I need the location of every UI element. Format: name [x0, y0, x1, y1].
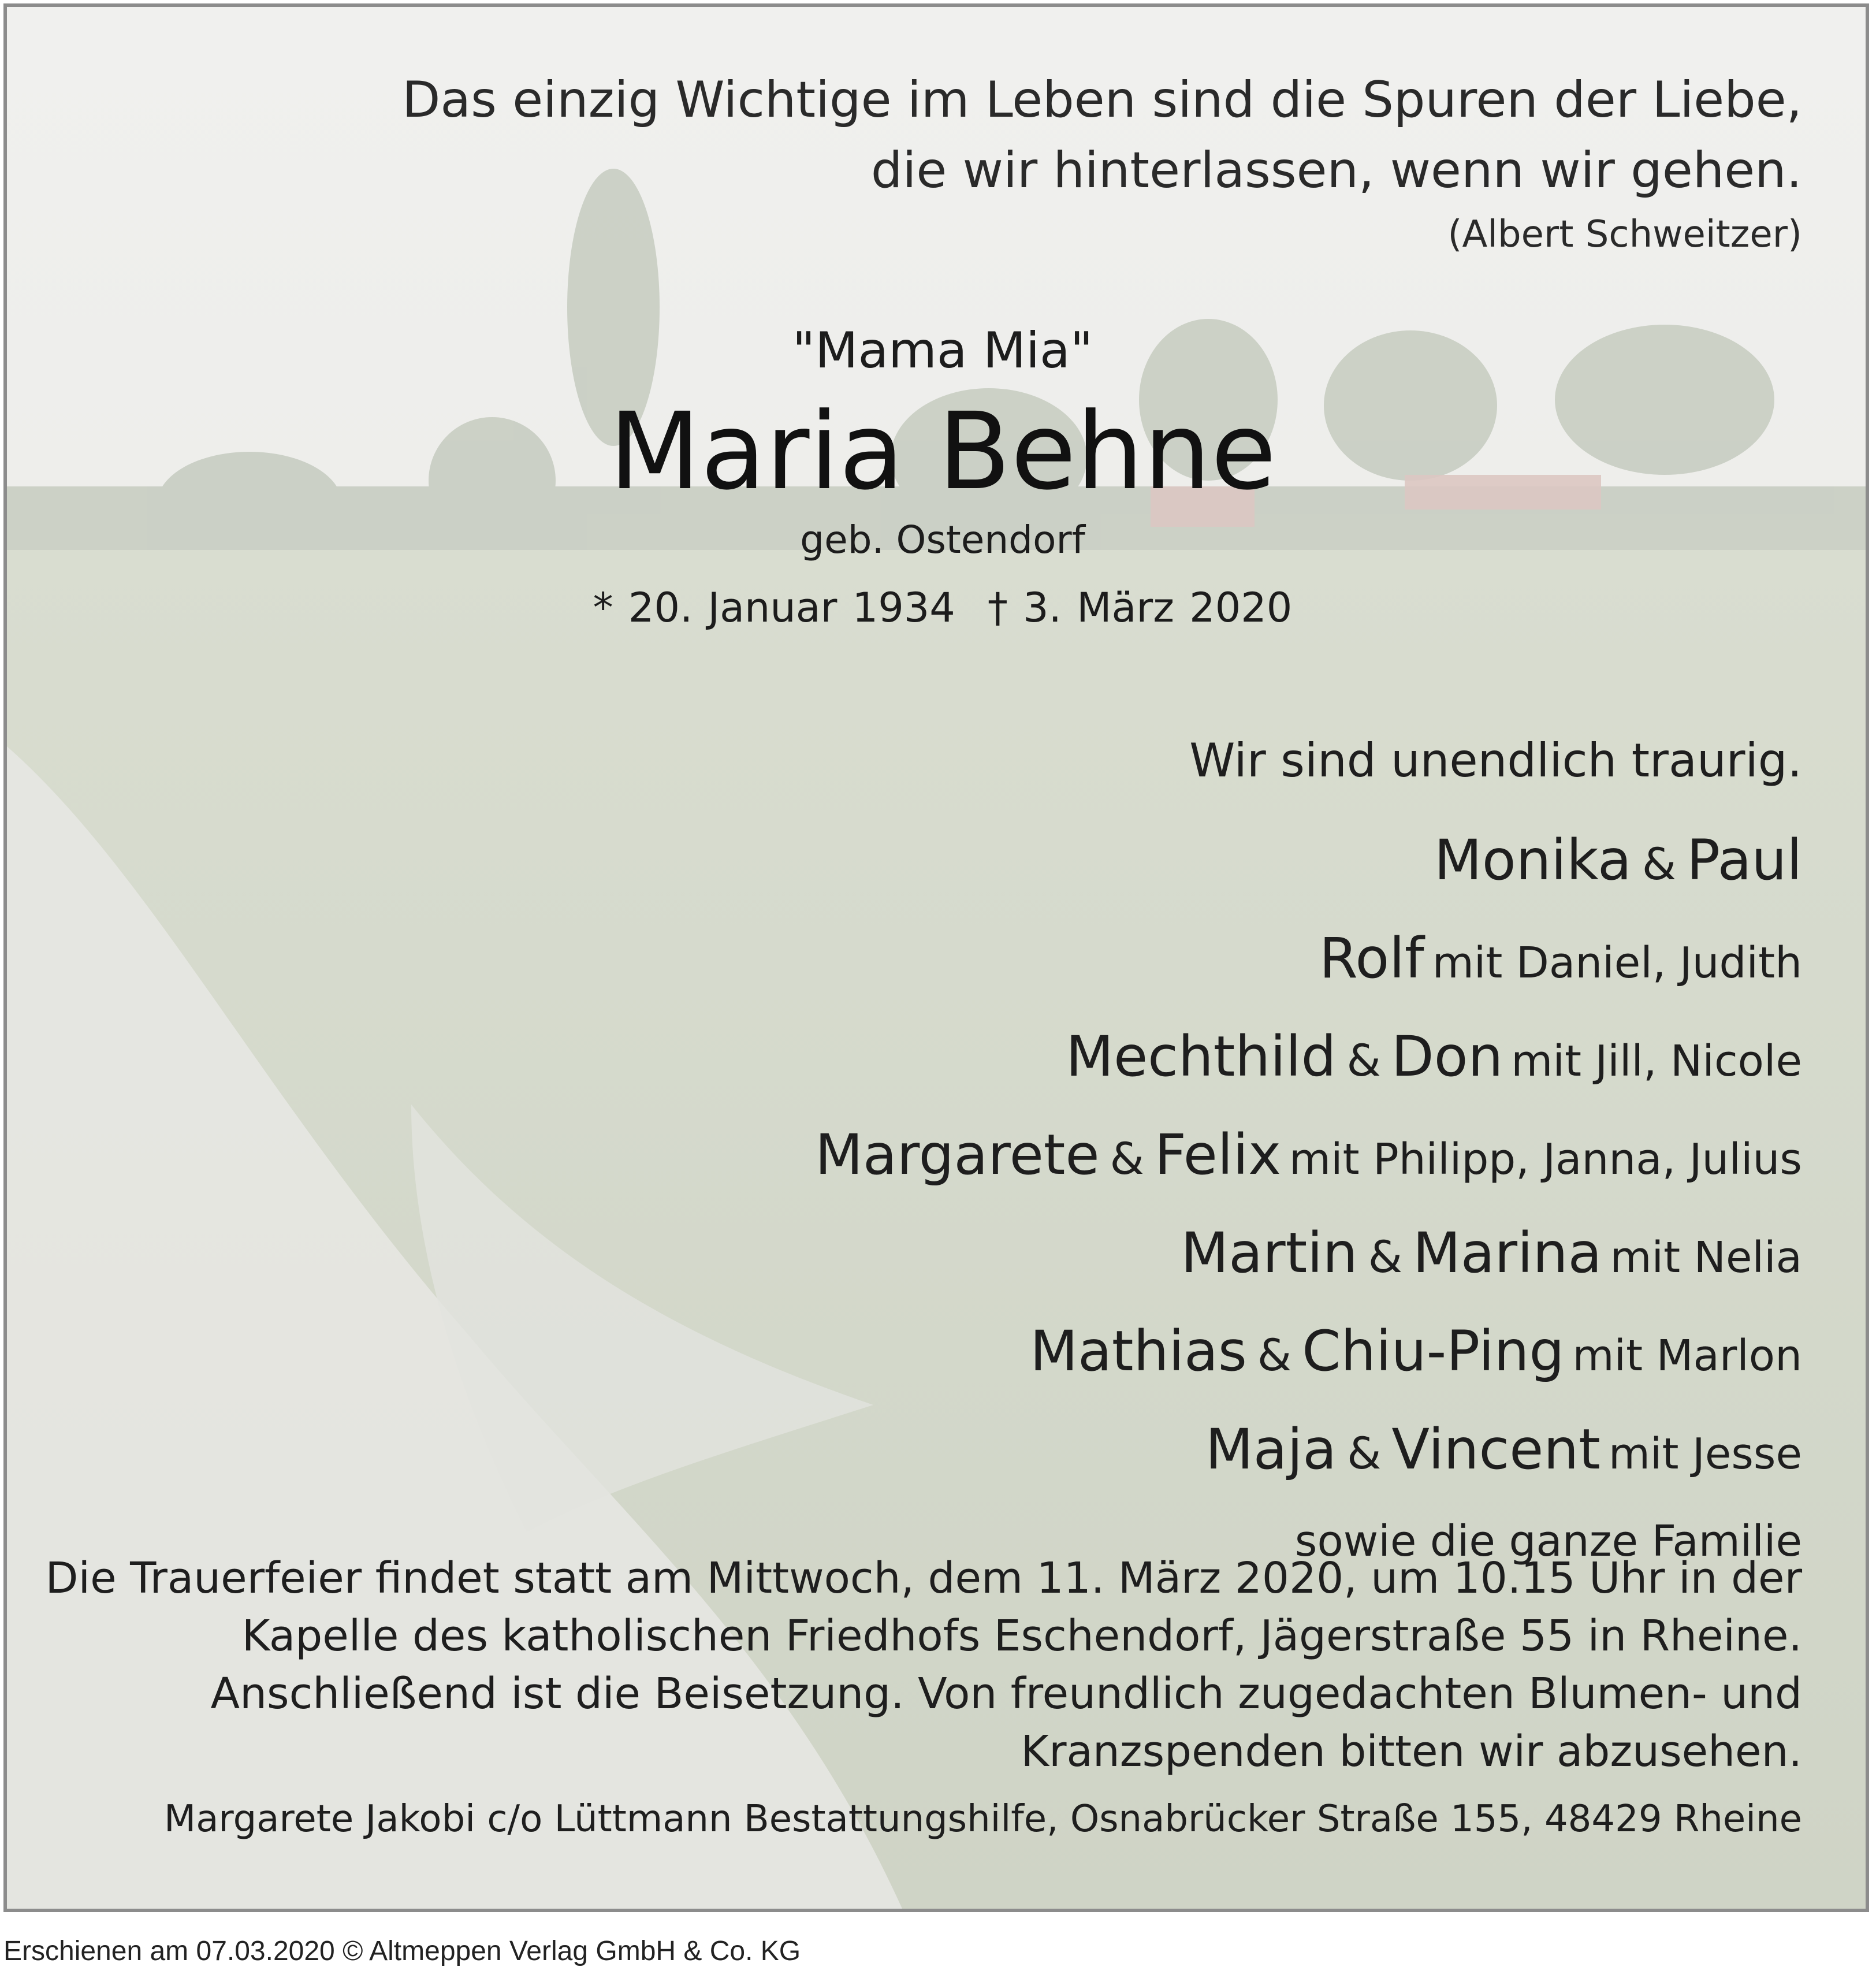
- life-dates: [585, 579, 1301, 637]
- mourner-children: mit Jesse: [1608, 1429, 1802, 1479]
- mourner-name: Mechthild: [1066, 1024, 1337, 1089]
- quote-line: die wir hinterlassen, wenn wir gehen.: [870, 142, 1802, 199]
- nickname: "Mama Mia": [792, 322, 1093, 380]
- mourners-block: [300, 723, 1802, 1576]
- mourner-row: [300, 819, 1802, 917]
- ampersand: &: [1642, 838, 1677, 890]
- mourning-statement: Wir sind unendlich traurig.: [1189, 734, 1802, 787]
- notice-line: Kranzspenden bitten wir abzusehen.: [1021, 1727, 1802, 1776]
- mourner-partner: Paul: [1687, 828, 1802, 893]
- mourner-row: [300, 1212, 1802, 1310]
- maiden-name: geb. Ostendorf: [800, 518, 1085, 562]
- mourner-children: mit Marlon: [1572, 1331, 1802, 1381]
- funeral-notice: [40, 1549, 1802, 1851]
- ampersand: &: [1257, 1329, 1292, 1381]
- mourner-name: Martin: [1181, 1221, 1358, 1285]
- mourner-name: Maja: [1205, 1417, 1337, 1482]
- ampersand: &: [1346, 1035, 1381, 1086]
- quote-block: [185, 65, 1802, 263]
- mourner-row: [300, 1408, 1802, 1507]
- extended-family: sowie die ganze Familie: [1294, 1516, 1802, 1566]
- mourner-partner: Vincent: [1391, 1417, 1600, 1482]
- birth-date: * 20. Januar 1934: [593, 584, 955, 631]
- notice-line: Kapelle des katholischen Friedhofs Eschendorf, Jägerstraße 55 in Rheine.: [241, 1611, 1802, 1661]
- quote-line: Das einzig Wichtige im Leben sind die Spuren der Liebe,: [402, 71, 1802, 129]
- mourner-children: mit Jill, Nicole: [1511, 1036, 1802, 1086]
- death-date: † 3. März 2020: [987, 584, 1293, 631]
- notice-line: Die Trauerfeier findet statt am Mittwoch, dem 11. März 2020, um 10.15 Uhr in der: [45, 1553, 1802, 1603]
- mourner-partner: Don: [1391, 1024, 1503, 1089]
- publication-footer: Erschienen am 07.03.2020 © Altmeppen Verlag GmbH & Co. KG: [3, 1936, 801, 1966]
- contact-address: Margarete Jakobi c/o Lüttmann Bestattungshilfe, Osnabrücker Straße 155, 48429 Rheine: [163, 1798, 1802, 1841]
- notice-line: Anschließend ist die Beisetzung. Von freundlich zugedachten Blumen- und: [210, 1669, 1802, 1719]
- ampersand: &: [1347, 1427, 1382, 1479]
- mourner-row: [300, 1114, 1802, 1212]
- quote-author: (Albert Schweitzer): [1447, 213, 1802, 256]
- mourner-name: Mathias: [1030, 1319, 1247, 1384]
- deceased-name: Maria Behne: [609, 390, 1276, 514]
- obituary-frame: [3, 3, 1869, 1912]
- mourner-partner: Felix: [1154, 1122, 1281, 1187]
- mourner-row: [300, 1310, 1802, 1408]
- mourner-name: Margarete: [815, 1122, 1100, 1187]
- mourner-row: [300, 1016, 1802, 1114]
- mourner-children: mit Daniel, Judith: [1432, 938, 1802, 988]
- mourner-children: mit Nelia: [1610, 1233, 1802, 1282]
- mourner-partner: Marina: [1413, 1221, 1602, 1285]
- ampersand: &: [1368, 1231, 1402, 1282]
- ampersand: &: [1110, 1133, 1144, 1184]
- mourner-partner: Chiu-Ping: [1302, 1319, 1565, 1384]
- mourner-children: mit Philipp, Janna, Julius: [1289, 1135, 1802, 1184]
- mourner-row: [300, 917, 1802, 1016]
- mourner-name: Rolf: [1319, 926, 1424, 991]
- mourner-name: Monika: [1434, 828, 1632, 893]
